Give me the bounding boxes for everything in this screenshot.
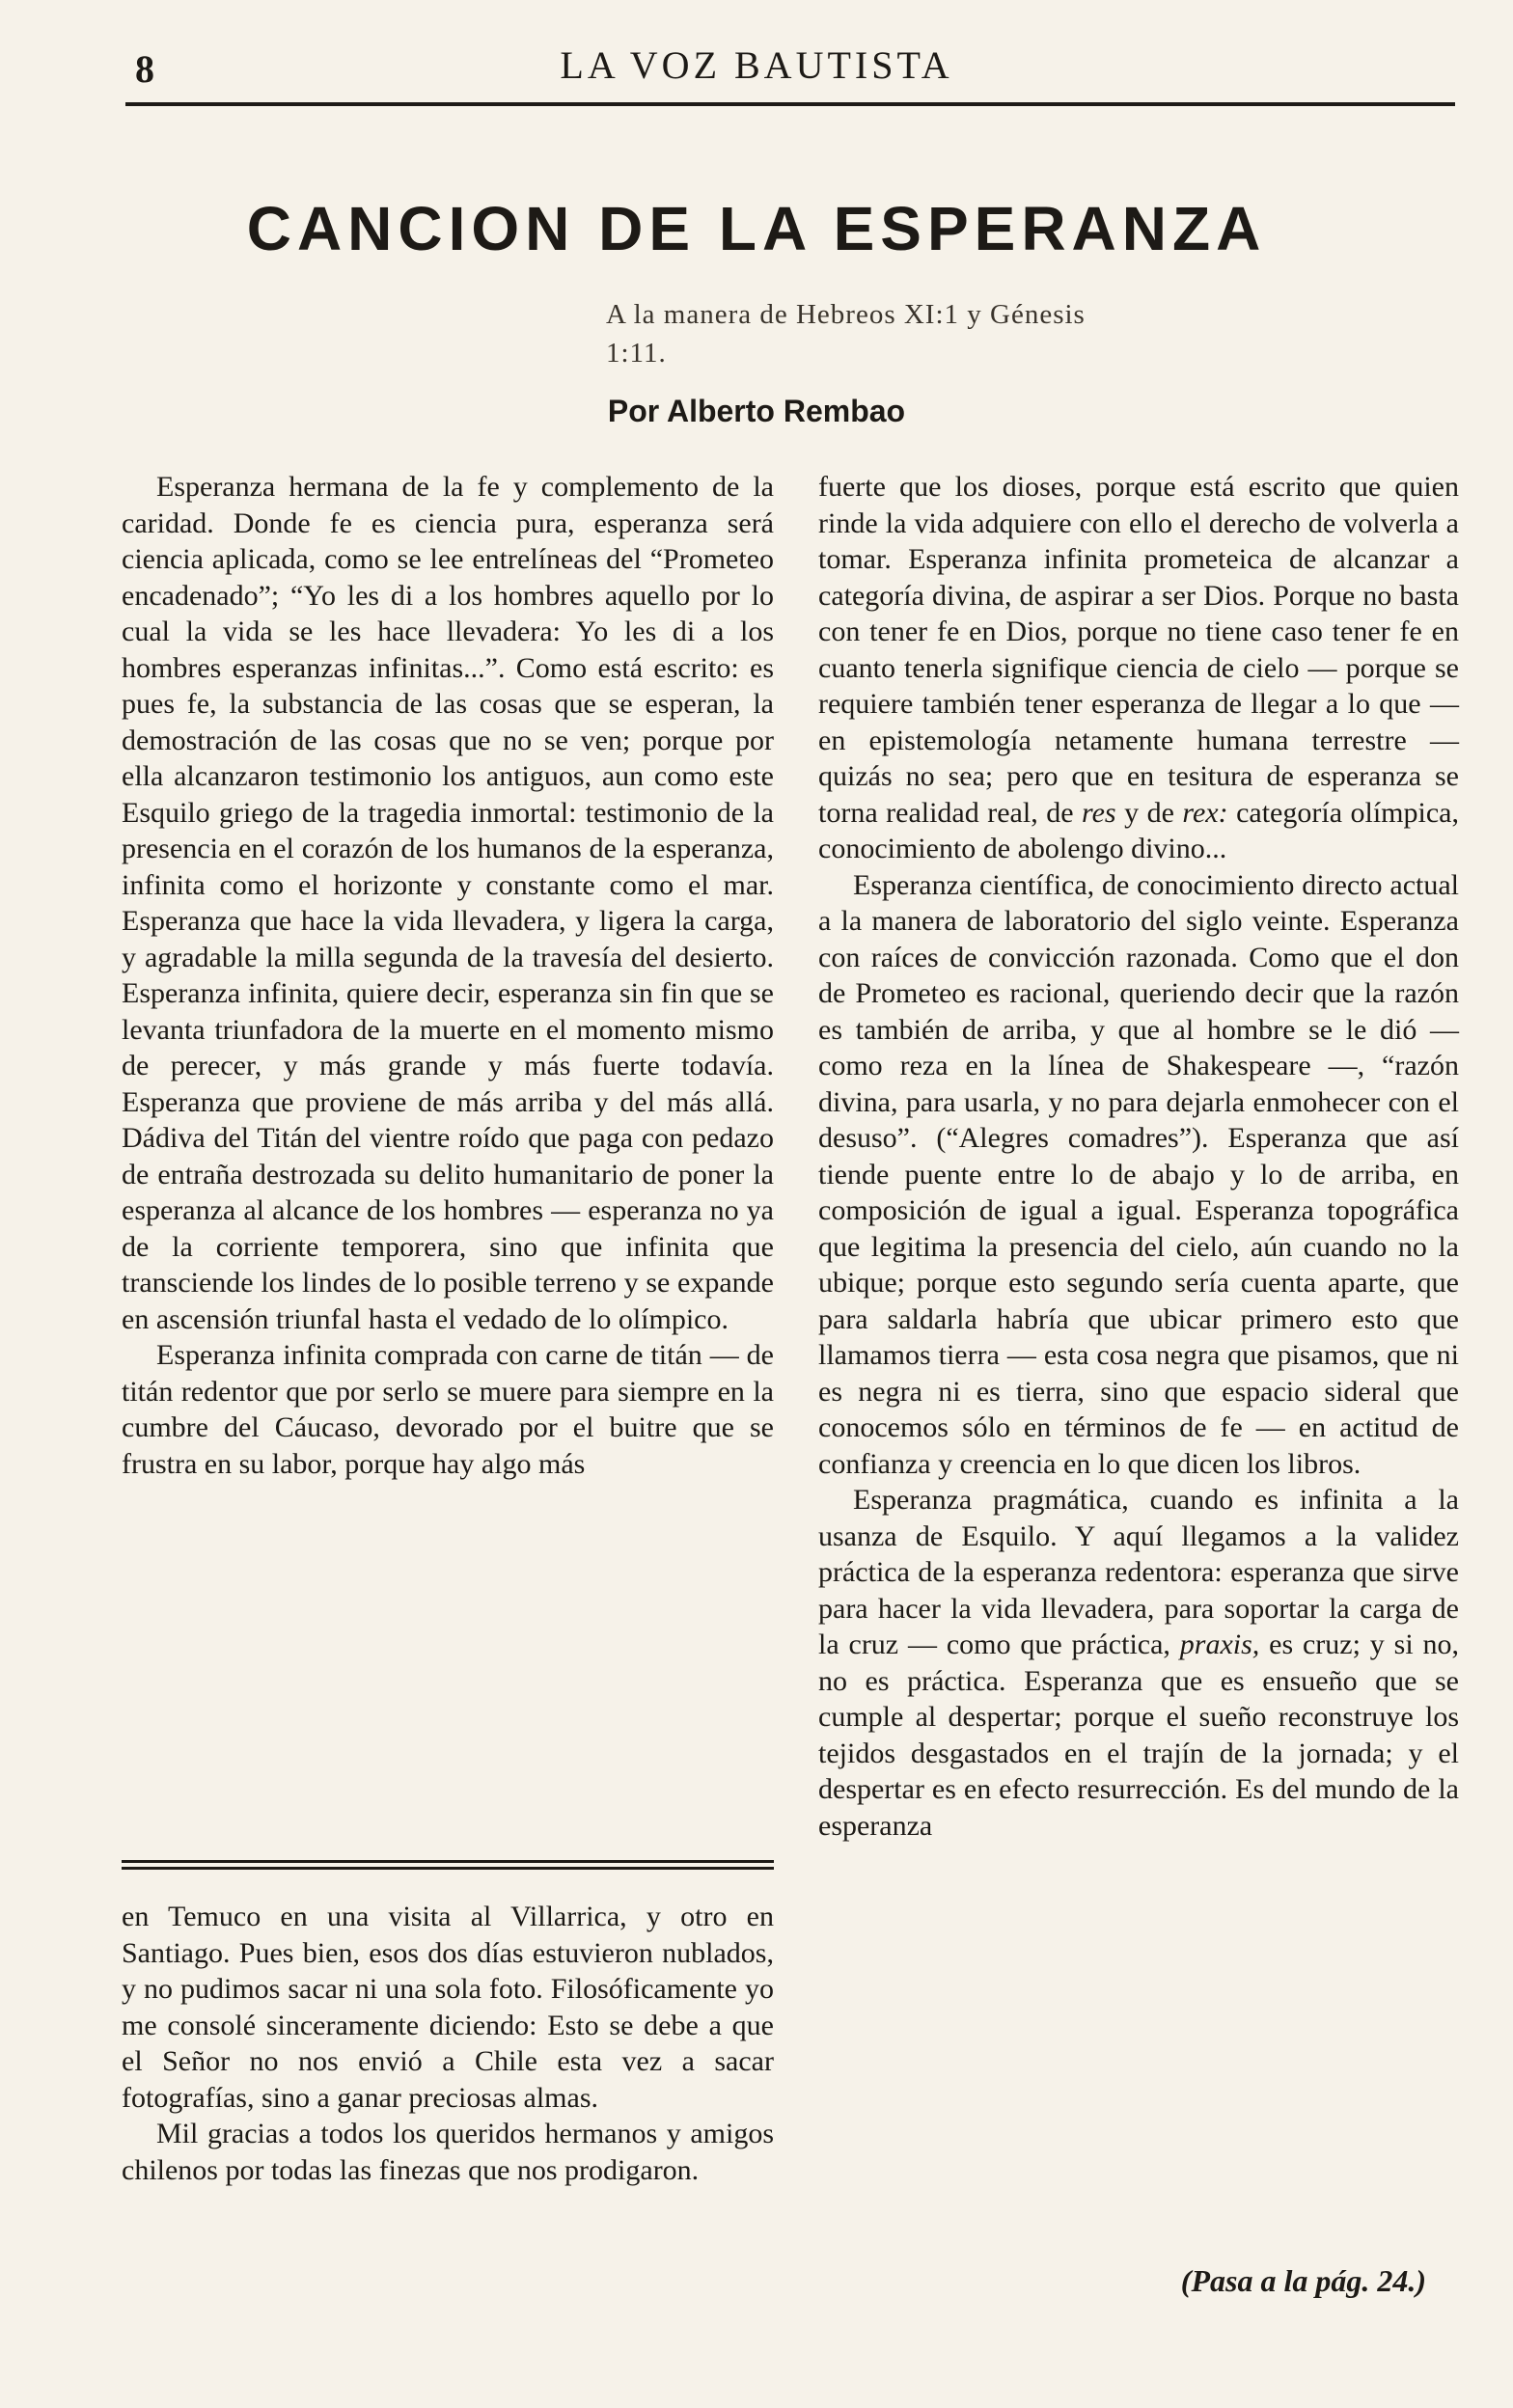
paragraph: Mil gracias a todos los queridos hermanos y amigos chilenos por todas las finezas que nos prodigaron. [122,2118,774,2186]
article-title: CANCION DE LA ESPERANZA [246,194,1267,263]
header-rule [125,102,1455,106]
paragraph: Esperanza pragmática, cuando es infinita a la usanza de Esquilo. Y aquí llegamos a la validez práctica de la esperanza redentora: esperanza que sirve para hacer la vida llevadera, para soportar la carga de la cruz — como que práctica, praxis, es cruz; y si no, no es práctica. Esperanza que es ensueño que se cumple al despertar; porque el sueño reconstruye los tejidos desgastados en el trajín de la jornada; y el despertar es en efecto resurrección. Es del mundo de la esperanza [818,1484,1460,1842]
previous-article-end [122,1899,774,2188]
column-divider [122,1860,774,1870]
byline: Por Alberto Rembao [607,394,906,428]
epigraph: A la manera de Hebreos XI:1 y Génesis 1:11. [606,299,1086,369]
paragraph: Esperanza hermana de la fe y complemento de la caridad. Donde fe es ciencia pura, esperanza será ciencia aplicada, como se lee entrelíneas del “Prometeo encadenado”; “Yo les di a los hombres aquello por lo cual la vida se les hace llevadera: Yo les di a los hombres esperanzas infinitas...”. Como está escrito: es pues fe, la substancia de las cosas que se esperan, la demostración de las cosas que no se ven; porque por ella alcanzaron testimonio los antiguos, aun como este Esquilo griego de la tragedia inmortal: testimonio de la presencia en el corazón de los humanos de la esperanza, infinita como el horizonte y constante como el mar. Esperanza que hace la vida llevadera, y ligera la carga, y agradable la milla segunda de la travesía del desierto. Esperanza infinita, quiere decir, esperanza sin fin que se levanta triunfadora de la muerte en el momento mismo de perecer, y más grande y más fuerte todavía. Esperanza que proviene de más arriba y del más allá. Dádiva del Titán del vientre roído que paga con pedazo de entraña destrozada su delito humanitario de poner la esperanza al alcance de los hombres — esperanza no ya de la corriente temporera, sino que infinita que transciende los lindes de lo posible terreno y se expande en ascensión triunfal hasta el vedado de lo olímpico. [122,471,774,1335]
running-title: LA VOZ BAUTISTA [560,43,953,87]
article-right-column [818,469,1459,1844]
paragraph: fuerte que los dioses, porque está escrito que quien rinde la vida adquiere con ello el derecho de volverla a tomar. Esperanza infinita prometeica de alcanzar a categoría divina, de aspirar a ser Dios. Porque no basta con tener fe en Dios, porque no tiene caso tener fe en cuanto tenerla signifique ciencia de cielo — porque se requiere también tener esperanza de llegar a lo que — en epistemología netamente humana terrestre — quizás no sea; pero que en tesitura de esperanza se torna realidad real, de res y de rex: categoría olímpica, conocimiento de abolengo divino... [818,471,1459,864]
paragraph: Esperanza infinita comprada con carne de titán — de titán redentor que por serlo se muere para siempre en la cumbre del Cáucaso, devorado por el buitre que se frustra en su labor, porque hay algo más [122,1339,774,1480]
paragraph: Esperanza científica, de conocimiento directo actual a la manera de laboratorio del siglo veinte. Esperanza con raíces de convicción razonada. Como que el don de Prometeo es racional, queriendo decir que la razón es también de arriba, y que al hombre se le dió — como reza en la línea de Shakespeare —, “razón divina, para usarla, y no para dejarla enmohecer con el desuso”. (“Alegres comadres”). Esperanza que así tiende puente entre lo de abajo y lo de arriba, en composición de igual a igual. Esperanza topográfica que legitima la presencia del cielo, aún cuando no la ubique; porque esto segundo sería cuenta aparte, que para saldarla habría que ubicar primero esto que llamamos tierra — esta cosa negra que pisamos, que ni es negra ni es tierra, sino que espacio sideral que conocemos sólo en términos de fe — en actitud de confianza y creencia en lo que dicen los libros. [818,868,1459,1480]
article-left-column [122,469,774,1482]
paragraph: en Temuco en una visita al Villarrica, y otro en Santiago. Pues bien, esos dos días estuvieron nublados, y no pudimos sacar ni una sola foto. Filosóficamente yo me consolé sinceramente diciendo: Esto se debe a que el Señor no nos envió a Chile esta vez a sacar fotografías, sino a ganar preciosas almas. [122,1901,774,2114]
continued-note: (Pasa a la pág. 24.) [1180,2263,1426,2298]
page-number: 8 [135,47,154,91]
